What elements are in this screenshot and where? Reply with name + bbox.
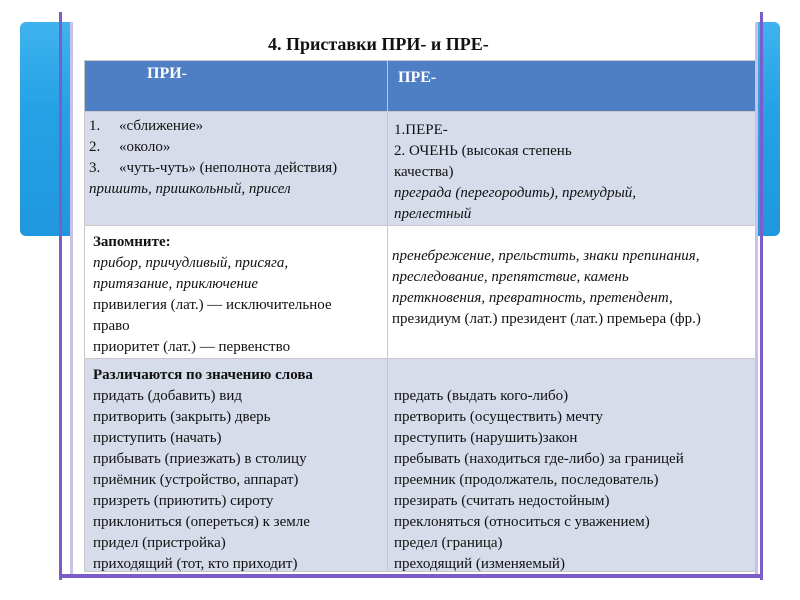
row2-right-cell <box>388 226 755 358</box>
text-line: пребывать (находиться где-либо) за границей <box>394 451 684 467</box>
frame-left-border <box>59 12 62 580</box>
text-line: преемник (продолжатель, последователь) <box>394 472 659 488</box>
text-line: приступить (начать) <box>93 430 222 446</box>
remember-heading: Запомните: <box>93 234 171 250</box>
text-line: претворить (осуществить) мечту <box>394 409 603 425</box>
text-line: придать (добавить) вид <box>93 388 243 404</box>
text-line: притворить (закрыть) дверь <box>93 409 271 425</box>
text-line: прибывать (приезжать) в столицу <box>93 451 307 467</box>
example-words: преграда (перегородить), премудрый, <box>394 185 637 201</box>
text-line: призреть (приютить) сироту <box>93 493 274 509</box>
text-line: привилегия (лат.) — исключительное <box>93 297 332 313</box>
text-line: предел (граница) <box>394 535 503 551</box>
row2-left-cell <box>85 226 387 358</box>
text-line: притязание, приключение <box>93 276 259 292</box>
example-words: пришить, пришкольный, присел <box>89 181 291 197</box>
frame-right-border <box>760 12 763 580</box>
text-line: 1.ПЕРЕ- <box>394 122 448 138</box>
row-divider <box>85 111 755 112</box>
text-line: качества) <box>394 164 454 180</box>
text-line: 2. ОЧЕНЬ (высокая степень <box>394 143 572 159</box>
list-item: «около» <box>119 139 171 155</box>
example-words: прелестный <box>394 206 472 222</box>
list-item: «чуть-чуть» (неполнота действия) <box>119 160 338 176</box>
prefix-table <box>84 60 756 572</box>
text-line: преследование, препятствие, камень <box>392 269 629 285</box>
text-line: президиум (лат.) президент (лат.) премьера (фр.) <box>392 311 701 327</box>
text-line: преткновения, превратность, претендент, <box>392 290 673 306</box>
column-divider <box>387 61 388 571</box>
list-number: 3. <box>89 160 101 176</box>
text-line: преступить (нарушить)закон <box>394 430 578 446</box>
text-line: приёмник (устройство, аппарат) <box>93 472 299 488</box>
list-number: 1. <box>89 118 101 134</box>
row3-right-cell <box>388 359 755 571</box>
text-line: предать (выдать кого-либо) <box>394 388 569 404</box>
header-label-pri: ПРИ- <box>147 65 187 82</box>
list-item: «сближение» <box>119 118 204 134</box>
row-divider <box>85 225 755 226</box>
text-line: придел (пристройка) <box>93 535 226 551</box>
row-divider <box>85 358 755 359</box>
text-line: преходящий (изменяемый) <box>394 556 565 571</box>
text-line: право <box>93 318 130 334</box>
header-label-pre: ПРЕ- <box>398 69 437 86</box>
row3-left-cell <box>85 359 387 571</box>
text-line: прибор, причудливый, присяга, <box>93 255 289 271</box>
header-cell-pri <box>85 61 387 111</box>
list-number: 2. <box>89 139 101 155</box>
header-cell-pre <box>388 61 755 111</box>
row1-left-cell <box>85 112 387 225</box>
page-title: 4. Приставки ПРИ- и ПРЕ- <box>268 34 489 54</box>
text-line: презирать (считать недостойным) <box>394 493 610 509</box>
text-line: приоритет (лат.) — первенство <box>93 339 291 355</box>
frame-bottom-border <box>59 574 763 578</box>
text-line: преклоняться (относиться с уважением) <box>394 514 650 530</box>
text-line: пренебрежение, прельстить, знаки препинания, <box>392 248 700 264</box>
differ-heading: Различаются по значению слова <box>93 367 313 383</box>
row1-right-cell <box>388 112 755 225</box>
text-line: приклониться (опереться) к земле <box>93 514 310 530</box>
text-line: приходящий (тот, кто приходит) <box>93 556 298 571</box>
